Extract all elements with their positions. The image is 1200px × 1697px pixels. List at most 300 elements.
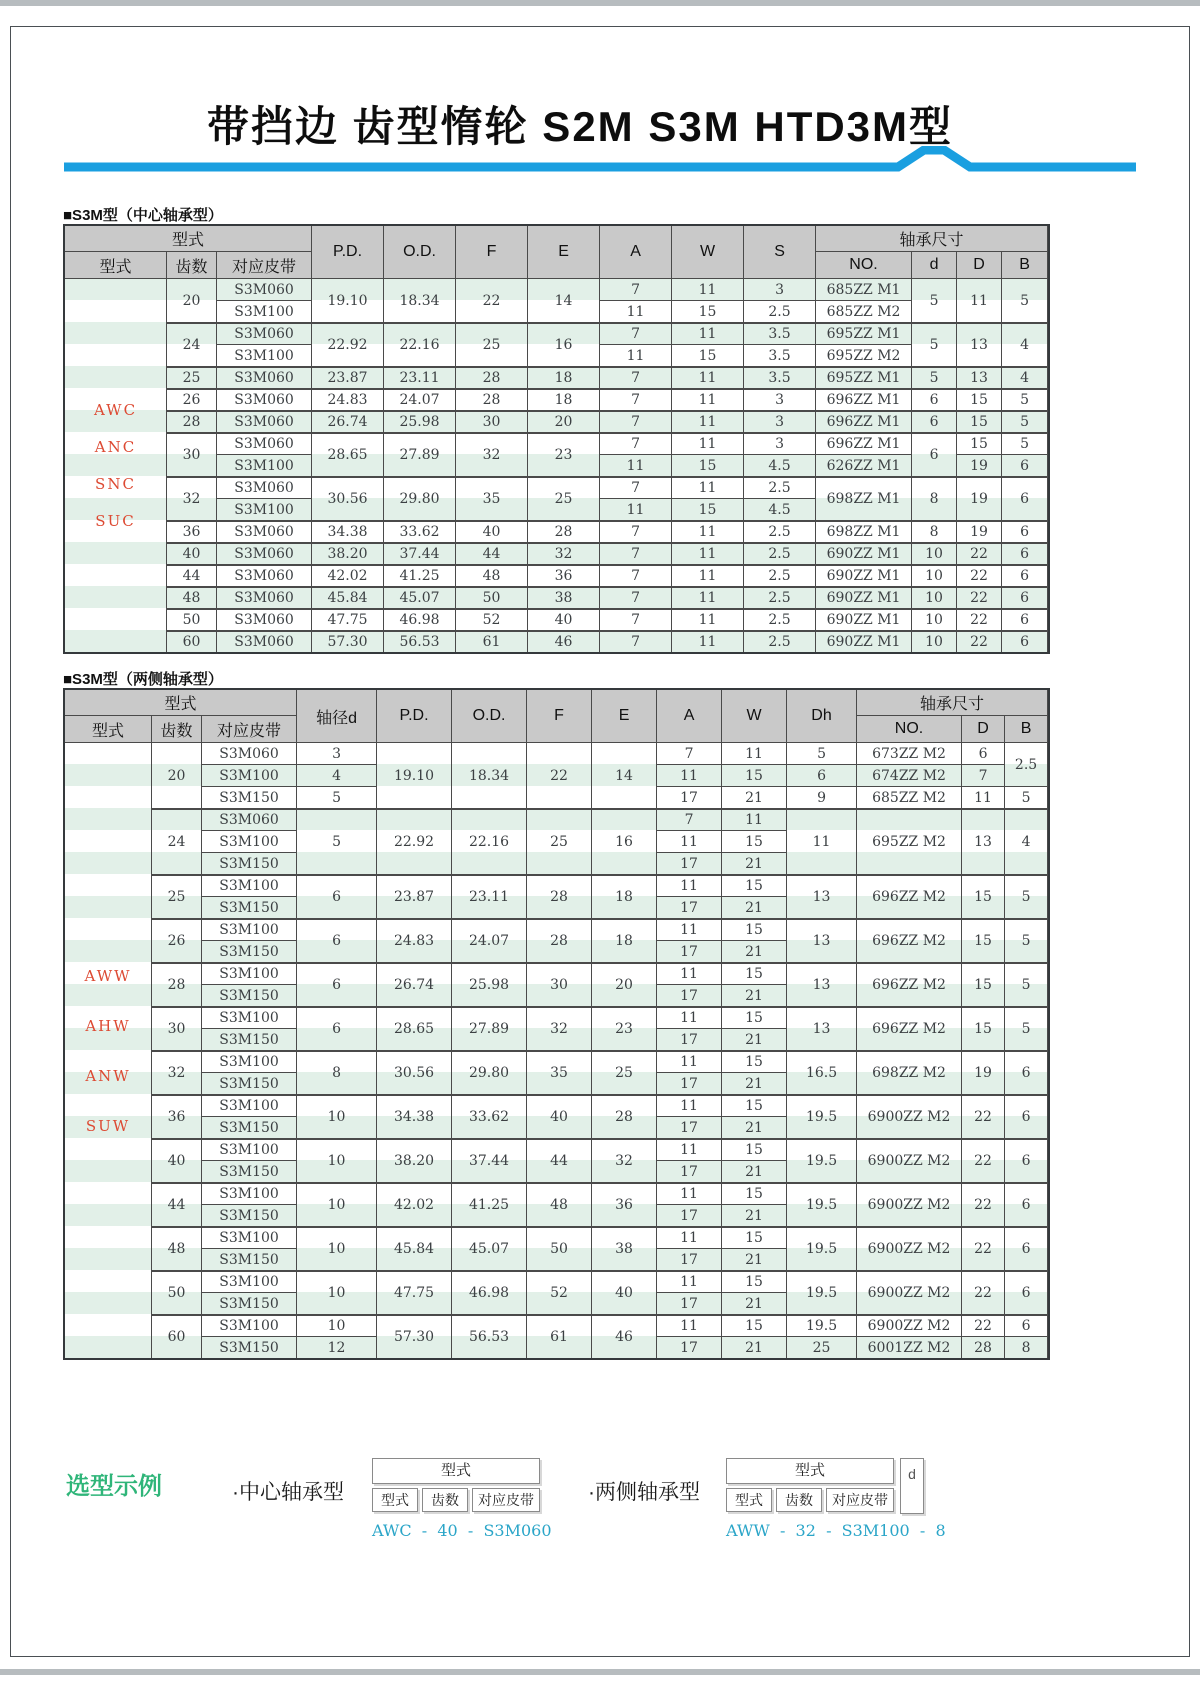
table-cell: 29.80 [452, 1050, 527, 1094]
table-cell: 9 [787, 786, 857, 808]
table-cell: 10 [297, 1314, 377, 1336]
table-row [65, 432, 1048, 454]
table-cell: 19.5 [787, 1138, 857, 1182]
table-cell: 47.75 [377, 1270, 452, 1314]
table-cell: 18 [528, 388, 600, 410]
table-cell: 6 [1002, 454, 1048, 476]
model-code: ANC [94, 438, 137, 456]
table-cell: 7 [600, 278, 672, 300]
page-edge-top [0, 0, 1200, 6]
table-cell: 24 [152, 808, 202, 874]
table-cell: S3M100 [217, 498, 312, 520]
table-cell: 17 [657, 984, 722, 1006]
table-cell: 22 [527, 742, 592, 808]
table-cell: S3M100 [202, 1314, 297, 1336]
column-header: NO. [857, 716, 962, 742]
table-cell: 44 [456, 542, 528, 564]
table-row [65, 388, 1048, 410]
center-bearing-example-box [372, 1458, 552, 1540]
table-cell: 44 [167, 564, 217, 586]
side-bearing-example-box [726, 1458, 946, 1540]
table-cell: 17 [657, 940, 722, 962]
table-cell: S3M060 [217, 542, 312, 564]
table-cell: 11 [657, 1094, 722, 1116]
table-cell: 11 [657, 1006, 722, 1028]
table-cell: 28 [592, 1094, 657, 1138]
table-cell [65, 742, 152, 1358]
table-cell: 15 [722, 1006, 787, 1028]
table-cell: 11 [672, 410, 744, 432]
table-cell: 11 [657, 1138, 722, 1160]
table-cell: 22 [962, 1314, 1005, 1336]
table-cell: 28.65 [312, 432, 384, 476]
table-cell: 690ZZ M1 [816, 608, 912, 630]
table-cell: 7 [657, 808, 722, 830]
table-cell: 6 [1005, 1182, 1048, 1226]
table-cell: 48 [456, 564, 528, 586]
table-cell: 11 [672, 520, 744, 542]
table-cell: 15 [962, 874, 1005, 918]
table-cell: 11 [962, 786, 1005, 808]
table-cell: 11 [722, 808, 787, 830]
table-cell: 46 [592, 1314, 657, 1358]
table-cell: 6 [1002, 586, 1048, 608]
table-cell: 10 [912, 542, 957, 564]
table-cell: S3M150 [202, 984, 297, 1006]
table-cell: 6 [1005, 1094, 1048, 1138]
table-cell: 34.38 [312, 520, 384, 542]
table-cell: 38 [592, 1226, 657, 1270]
table-cell: 5 [297, 808, 377, 874]
selection-example-label: 选型示例 [66, 1473, 162, 1500]
table-cell: 34.38 [377, 1094, 452, 1138]
table-cell: 13 [787, 918, 857, 962]
table-cell: S3M100 [202, 1094, 297, 1116]
table-cell: S3M100 [217, 454, 312, 476]
table-cell: 19.5 [787, 1226, 857, 1270]
table-cell: 17 [657, 786, 722, 808]
table-cell: S3M100 [217, 344, 312, 366]
model-format-header: 型式 [726, 1458, 894, 1484]
table-cell: S3M150 [202, 1292, 297, 1314]
table-cell: 47.75 [312, 608, 384, 630]
table-cell: 6 [1002, 476, 1048, 520]
table-cell: S3M060 [217, 564, 312, 586]
table-cell: 16.5 [787, 1050, 857, 1094]
table-cell: 12 [297, 1336, 377, 1358]
model-code: SUC [95, 512, 136, 530]
table-cell: 19.5 [787, 1182, 857, 1226]
table-cell: 3.5 [744, 366, 816, 388]
table-cell: 17 [657, 1116, 722, 1138]
table-cell: 7 [657, 742, 722, 764]
table-cell: 11 [957, 278, 1002, 322]
table-cell: 25 [528, 476, 600, 520]
table-cell: 15 [722, 874, 787, 896]
table-cell: 11 [657, 1314, 722, 1336]
table-cell: 14 [528, 278, 600, 322]
table-cell: S3M100 [202, 1182, 297, 1204]
column-header: D [962, 716, 1005, 742]
table-cell: 6 [1005, 1138, 1048, 1182]
table-cell: 22 [962, 1094, 1005, 1138]
table-cell: 698ZZ M1 [816, 520, 912, 542]
table-row [65, 322, 1048, 344]
table-cell: 11 [657, 1050, 722, 1072]
title-underline-accent [64, 146, 1136, 174]
table-cell: S3M060 [217, 410, 312, 432]
table-cell: 15 [957, 432, 1002, 454]
table-cell: 40 [527, 1094, 592, 1138]
table-cell: 28 [527, 874, 592, 918]
table-cell: 15 [722, 1226, 787, 1248]
table-cell: S3M150 [202, 1160, 297, 1182]
table-cell: 10 [297, 1226, 377, 1270]
table-cell: 11 [672, 608, 744, 630]
table-cell: 5 [1005, 874, 1048, 918]
table-cell: 11 [657, 962, 722, 984]
table-cell: 22 [962, 1270, 1005, 1314]
table-cell: 17 [657, 1336, 722, 1358]
table-cell: S3M060 [217, 608, 312, 630]
table-cell: 22 [957, 630, 1002, 652]
table-cell: 48 [152, 1226, 202, 1270]
table-cell: 696ZZ M1 [816, 432, 912, 454]
table-cell: 19 [962, 1050, 1005, 1094]
table-cell: 8 [1005, 1336, 1048, 1358]
table-cell: 28 [456, 366, 528, 388]
table-cell: 28 [167, 410, 217, 432]
table-cell: S3M150 [202, 786, 297, 808]
table-cell: 17 [657, 896, 722, 918]
table-cell: 7 [600, 322, 672, 344]
table-cell: 50 [167, 608, 217, 630]
table-cell: 25 [527, 808, 592, 874]
table-cell: 11 [657, 918, 722, 940]
format-col-model: 型式 [726, 1488, 772, 1512]
table-cell: 21 [722, 940, 787, 962]
table-cell: S3M100 [202, 1226, 297, 1248]
table-cell: 32 [456, 432, 528, 476]
table-cell: 45.07 [384, 586, 456, 608]
table-cell: 7 [600, 564, 672, 586]
table-cell: 18.34 [384, 278, 456, 322]
table-cell: 5 [1005, 918, 1048, 962]
table-row [65, 808, 1048, 830]
table-cell: 40 [592, 1270, 657, 1314]
table-cell: 15 [957, 410, 1002, 432]
table-cell: 4 [297, 764, 377, 786]
column-header: F [527, 690, 592, 742]
table-cell: 6900ZZ M2 [857, 1138, 962, 1182]
table-cell: S3M060 [217, 586, 312, 608]
table-cell: 3 [744, 432, 816, 454]
table-cell: 15 [672, 454, 744, 476]
table-cell: 46.98 [452, 1270, 527, 1314]
table-cell: 698ZZ M2 [857, 1050, 962, 1094]
table-cell: 13 [787, 962, 857, 1006]
column-header: O.D. [384, 226, 456, 278]
table-cell: 690ZZ M1 [816, 586, 912, 608]
table-cell: 56.53 [452, 1314, 527, 1358]
table-cell: S3M060 [217, 520, 312, 542]
format-col-model: 型式 [372, 1488, 418, 1512]
table-cell: 19 [957, 520, 1002, 542]
table-cell: 25.98 [452, 962, 527, 1006]
table-cell: 15 [957, 388, 1002, 410]
column-header: A [600, 226, 672, 278]
page-title: 带挡边 齿型惰轮 S2M S3M HTD3M型 [206, 103, 954, 150]
column-group-header: 型式 [65, 690, 297, 716]
column-header: W [722, 690, 787, 742]
table-cell: 2.5 [744, 564, 816, 586]
table-cell: 11 [657, 1270, 722, 1292]
table-cell: 15 [722, 1094, 787, 1116]
table-cell: 17 [657, 852, 722, 874]
table-cell: S3M150 [202, 896, 297, 918]
table-cell: S3M150 [202, 1116, 297, 1138]
table-cell: 4 [1002, 366, 1048, 388]
table-cell: 7 [600, 410, 672, 432]
table-row [65, 962, 1048, 984]
table-cell: 22 [456, 278, 528, 322]
table-cell: 20 [152, 742, 202, 808]
table-cell: 10 [912, 564, 957, 586]
table-cell: 11 [657, 830, 722, 852]
table-cell: 685ZZ M1 [816, 278, 912, 300]
table-cell: 50 [152, 1270, 202, 1314]
table-cell: 24.07 [452, 918, 527, 962]
table-cell: 2.5 [744, 608, 816, 630]
table-cell: 11 [600, 498, 672, 520]
table-cell: 5 [1005, 786, 1048, 808]
column-header: E [528, 226, 600, 278]
table-cell: 6 [1002, 564, 1048, 586]
table-cell: 4.5 [744, 454, 816, 476]
table-cell: 23 [528, 432, 600, 476]
table-cell: 42.02 [312, 564, 384, 586]
table-cell: 7 [600, 630, 672, 652]
table-cell: 22.16 [452, 808, 527, 874]
table-cell: 45.07 [452, 1226, 527, 1270]
table-cell: 30.56 [377, 1050, 452, 1094]
table-cell: 30.56 [312, 476, 384, 520]
table-cell: 27.89 [384, 432, 456, 476]
column-header: 齿数 [167, 252, 217, 278]
table-cell: 42.02 [377, 1182, 452, 1226]
model-code: AHW [85, 1016, 131, 1035]
table-cell: 5 [912, 366, 957, 388]
table-cell: 11 [672, 278, 744, 300]
table-cell: 19.10 [312, 278, 384, 322]
table-cell: 20 [592, 962, 657, 1006]
table-cell: 6 [1005, 1050, 1048, 1094]
table-cell: 30 [456, 410, 528, 432]
table-cell: 10 [297, 1182, 377, 1226]
table-cell: 11 [672, 366, 744, 388]
table-cell: 28 [527, 918, 592, 962]
table-cell: 2.5 [744, 586, 816, 608]
table-cell: 15 [722, 1270, 787, 1292]
table-cell: 37.44 [384, 542, 456, 564]
table-cell: 8 [912, 520, 957, 542]
table-cell: 15 [962, 918, 1005, 962]
table-row [65, 1270, 1048, 1292]
table-cell: 22 [957, 564, 1002, 586]
table-cell: 22.92 [377, 808, 452, 874]
table-cell: 3 [744, 278, 816, 300]
table-cell: 6 [912, 432, 957, 476]
side-bearing-table [63, 688, 1050, 1360]
table-cell: S3M100 [202, 962, 297, 984]
table-cell: 10 [297, 1094, 377, 1138]
table-cell: 41.25 [452, 1182, 527, 1226]
table-cell: 52 [456, 608, 528, 630]
table-cell: 19 [957, 454, 1002, 476]
table-cell: 18.34 [452, 742, 527, 808]
model-code: SNC [95, 475, 136, 493]
table-cell: 21 [722, 1072, 787, 1094]
table-cell: 18 [592, 874, 657, 918]
table-row [65, 278, 1048, 300]
table-cell: 61 [456, 630, 528, 652]
table-cell: 19.5 [787, 1094, 857, 1138]
table-cell: S3M150 [202, 1072, 297, 1094]
table-cell: 11 [672, 432, 744, 454]
table-cell: 6 [1005, 1270, 1048, 1314]
table-cell: 7 [600, 520, 672, 542]
table-cell: 21 [722, 852, 787, 874]
table-row [65, 542, 1048, 564]
table-cell: 3 [744, 388, 816, 410]
column-header: B [1005, 716, 1048, 742]
table-cell: S3M150 [202, 940, 297, 962]
table-cell: 7 [600, 586, 672, 608]
table-row [65, 1314, 1048, 1336]
table-cell: 7 [600, 388, 672, 410]
table-cell: 4 [1005, 808, 1048, 874]
table-cell: 696ZZ M1 [816, 410, 912, 432]
table-cell: 21 [722, 1028, 787, 1050]
table-cell: 7 [600, 608, 672, 630]
table-cell: 11 [600, 300, 672, 322]
table-cell: 5 [1002, 388, 1048, 410]
table-cell: 50 [456, 586, 528, 608]
table-cell: 26.74 [312, 410, 384, 432]
table-cell: 32 [592, 1138, 657, 1182]
table-cell: 15 [962, 1006, 1005, 1050]
column-header: O.D. [452, 690, 527, 742]
table-cell: 2.5 [1005, 742, 1048, 786]
table-cell: 10 [912, 586, 957, 608]
table-cell: 15 [672, 300, 744, 322]
table-cell: 6 [297, 918, 377, 962]
center-bearing-example-name: ·中心轴承型 [232, 1481, 344, 1504]
table-cell: 36 [592, 1182, 657, 1226]
table-cell: 17 [657, 1160, 722, 1182]
table-cell: 17 [657, 1248, 722, 1270]
table-cell: 25 [787, 1336, 857, 1358]
column-group-header: 型式 [65, 226, 312, 252]
table-cell: S3M060 [217, 366, 312, 388]
table-cell: 13 [957, 366, 1002, 388]
table-cell: 695ZZ M2 [857, 808, 962, 874]
table-cell: 17 [657, 1204, 722, 1226]
table-cell: 10 [297, 1138, 377, 1182]
table-cell: 25 [592, 1050, 657, 1094]
table-cell: 22.16 [384, 322, 456, 366]
table-cell: 23 [592, 1006, 657, 1050]
table-cell: 6 [912, 410, 957, 432]
table-row [65, 1138, 1048, 1160]
header-row [65, 226, 1048, 252]
table-cell: 21 [722, 786, 787, 808]
table-cell: 6 [297, 962, 377, 1006]
table-cell: 21 [722, 1292, 787, 1314]
table-cell: 6900ZZ M2 [857, 1182, 962, 1226]
column-header: W [672, 226, 744, 278]
table-cell: 19 [957, 476, 1002, 520]
table-cell: 13 [962, 808, 1005, 874]
table-cell: 17 [657, 1072, 722, 1094]
table-cell: 13 [957, 322, 1002, 366]
table-cell [65, 278, 167, 652]
table-cell: 11 [672, 388, 744, 410]
table-cell: 7 [600, 542, 672, 564]
table-cell: 18 [528, 366, 600, 388]
table-cell: 44 [527, 1138, 592, 1182]
table-cell: 698ZZ M1 [816, 476, 912, 520]
table-cell: 13 [787, 874, 857, 918]
table-cell: 2.5 [744, 630, 816, 652]
table-cell: S3M060 [202, 808, 297, 830]
table-cell: 23.11 [452, 874, 527, 918]
table-cell: 20 [167, 278, 217, 322]
table-cell: 35 [527, 1050, 592, 1094]
table-cell: 10 [912, 630, 957, 652]
table-cell: 3.5 [744, 322, 816, 344]
table-cell: 10 [912, 608, 957, 630]
table-cell: 36 [167, 520, 217, 542]
table-row [65, 564, 1048, 586]
format-col-teeth: 齿数 [422, 1488, 468, 1512]
table-cell: 20 [528, 410, 600, 432]
table-cell: 6900ZZ M2 [857, 1314, 962, 1336]
column-header: d [912, 252, 957, 278]
table-cell: 8 [297, 1050, 377, 1094]
table-row [65, 520, 1048, 542]
table-cell: 38 [528, 586, 600, 608]
table-cell: 15 [722, 1314, 787, 1336]
table-cell: 18 [592, 918, 657, 962]
table-cell: 2.5 [744, 300, 816, 322]
table-cell: 5 [1002, 432, 1048, 454]
table-cell: 60 [167, 630, 217, 652]
table-cell: 13 [787, 1006, 857, 1050]
table-cell: S3M100 [217, 300, 312, 322]
table-cell: 674ZZ M2 [857, 764, 962, 786]
table-cell: 61 [527, 1314, 592, 1358]
side-bearing-example-name: ·两侧轴承型 [588, 1481, 700, 1504]
table-cell: 626ZZ M1 [816, 454, 912, 476]
table-cell: 690ZZ M1 [816, 564, 912, 586]
model-format-header: 型式 [372, 1458, 540, 1484]
table-cell: 11 [657, 1182, 722, 1204]
table-cell: 22 [957, 608, 1002, 630]
table-cell: 23.87 [312, 366, 384, 388]
format-col-teeth: 齿数 [776, 1488, 822, 1512]
column-header: S [744, 226, 816, 278]
